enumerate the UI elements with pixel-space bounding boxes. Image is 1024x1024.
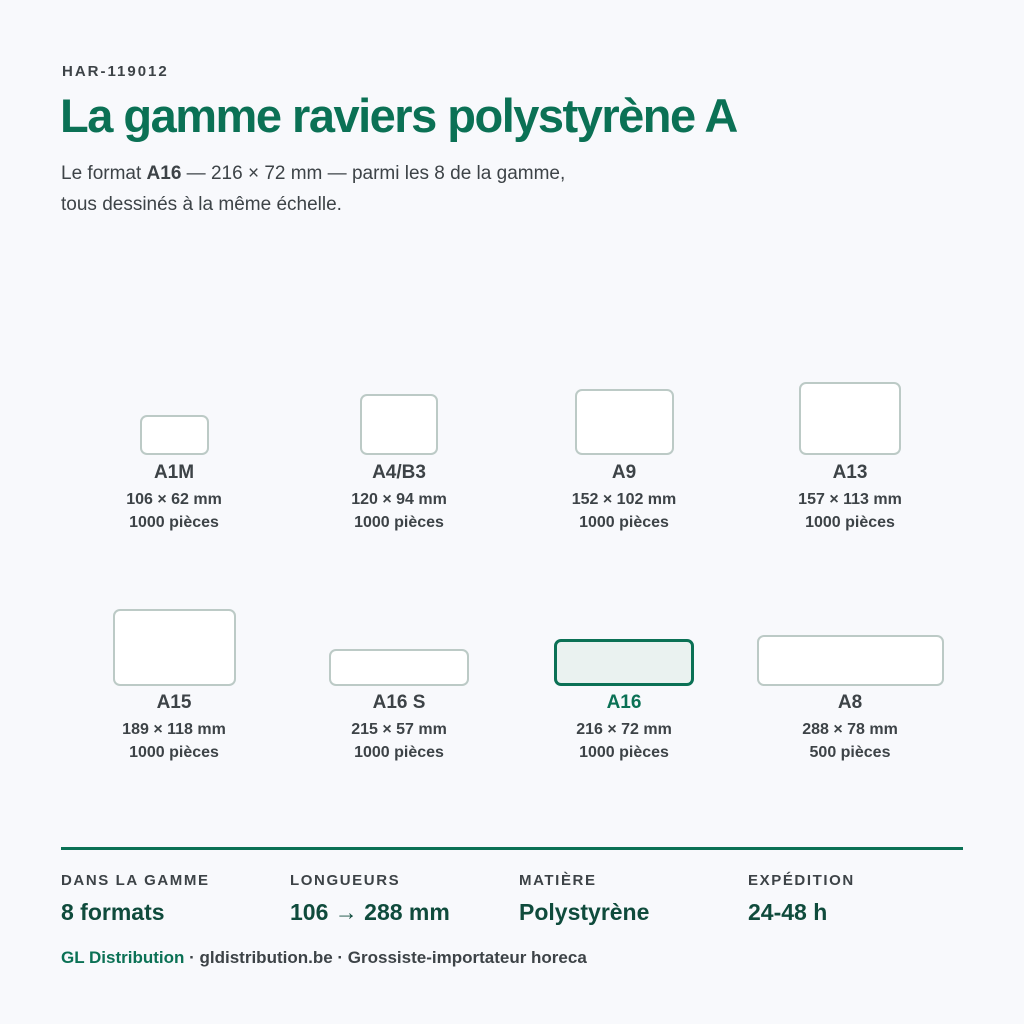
format-quantity: 1000 pièces [129,744,219,761]
tray-outline [329,649,469,686]
page-subtitle [61,158,581,220]
format-meta [740,718,960,764]
subtitle-text-end: — 216 × 72 mm — parmi les 8 de la gamme, tous dessinés à la même échelle. [61,163,566,215]
stat-label: MATIÈRE [519,872,597,889]
format-dimensions: 215 × 57 mm [351,721,447,738]
stat-value: 24-48 h [748,899,828,925]
subtitle-highlight-format: A16 [146,163,182,184]
format-dimensions: 288 × 78 mm [802,721,898,738]
stat-label: DANS LA GAMME [61,872,210,889]
format-dimensions: 157 × 113 mm [798,491,902,508]
reference-code: HAR-119012 [62,63,169,80]
format-name: A8 [837,692,863,713]
format-quantity: 1000 pièces [354,514,444,531]
stat-label: LONGUEURS [290,872,401,889]
format-quantity: 1000 pièces [579,744,669,761]
stat-value: 106 → 288 mm [290,899,450,925]
tray-outline [113,609,236,686]
format-dimensions: 120 × 94 mm [351,491,447,508]
stat-material [519,872,649,926]
format-name: A16 [606,692,642,713]
format-dimensions: 189 × 118 mm [122,721,226,738]
format-quantity: 1000 pièces [579,514,669,531]
stat-shipping [748,872,855,926]
format-meta [64,488,284,534]
format-meta [289,718,509,764]
tray-outline-selected [554,639,694,686]
format-meta [64,718,284,764]
format-quantity: 1000 pièces [354,744,444,761]
page-title: La gamme raviers polystyrène A [60,89,737,142]
stat-value: 8 formats [61,899,165,925]
format-name: A1M [153,462,195,483]
tray-outline [140,415,209,455]
stat-lengths [290,872,450,926]
tray-outline [757,635,944,686]
format-quantity: 1000 pièces [129,514,219,531]
stat-range-count [61,872,210,926]
format-name: A16 S [372,692,426,713]
stat-value: Polystyrène [519,899,650,925]
stat-label: EXPÉDITION [748,872,855,889]
format-dimensions: 216 × 72 mm [576,721,672,738]
tray-outline [575,389,674,455]
format-name: A4/B3 [372,462,426,483]
format-name: A9 [611,462,637,483]
format-meta [289,488,509,534]
format-quantity: 500 pièces [809,744,891,761]
format-meta [514,718,734,764]
format-meta [740,488,960,534]
format-dimensions: 152 × 102 mm [571,491,677,508]
format-name: A15 [156,692,192,713]
section-divider [61,847,963,850]
format-name: A13 [832,462,868,483]
footer-details: · gldistribution.be · Grossiste-importateur horeca [184,948,587,967]
format-dimensions: 106 × 62 mm [126,491,222,508]
format-meta [514,488,734,534]
footer [61,948,587,968]
tray-outline [799,382,901,455]
tray-outline [360,394,438,455]
format-quantity: 1000 pièces [805,514,895,531]
footer-brand: GL Distribution [61,948,185,967]
subtitle-text-start: Le format [61,163,147,184]
